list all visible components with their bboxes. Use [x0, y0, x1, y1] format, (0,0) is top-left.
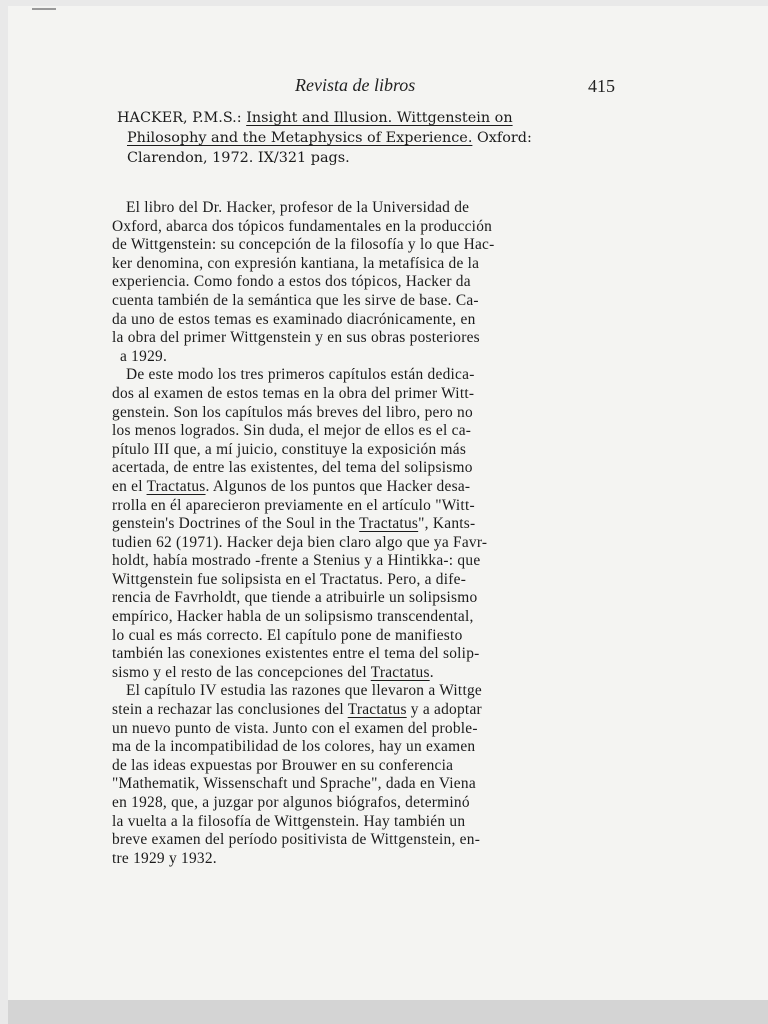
text-line: los menos logrados. Sin duda, el mejor de ellos es el ca- [112, 422, 472, 440]
text-line: tudien 62 (1971). Hacker deja bien claro algo que ya Favr- [112, 533, 488, 551]
text-line: rencia de Favrholdt, que tiende a atribuirle un solipsismo [112, 589, 478, 607]
text-line: cuenta también de la semántica que les sirve de base. Ca- [112, 291, 479, 309]
page-number: 415 [588, 76, 615, 96]
citation-publisher: Oxford: [472, 130, 532, 146]
citation-details: Clarendon, 1972. IX/321 pags. [127, 150, 350, 166]
text-line: genstein. Son los capítulos más breves del libro, pero no [112, 403, 473, 421]
text-line: "Mathematik, Wissenschaft und Sprache", dada en Viena [112, 775, 476, 793]
text-line: empírico, Hacker habla de un solipsismo transcendental, [112, 608, 474, 626]
scan-corner-mark [32, 8, 56, 10]
running-title: Revista de libros [295, 75, 416, 95]
text-line: acertada, de entre las existentes, del tema del solipsismo [112, 459, 473, 477]
work-title: Tractatus [347, 701, 407, 719]
text-line: a 1929. [120, 347, 168, 365]
text-line: pítulo III que, a mí juicio, constituye la exposición más [112, 440, 467, 458]
text-line: en el Tractatus. Algunos de los puntos que Hacker desa- [112, 477, 471, 495]
text-line: holdt, había mostrado -frente a Stenius y a Hintikka-: que [112, 552, 481, 570]
citation-line [117, 148, 607, 168]
citation-author: HACKER, P.M.S.: [117, 110, 247, 126]
citation-title: Philosophy and the Metaphysics of Experience. [127, 130, 473, 146]
text-line: ma de la incompatibilidad de los colores, hay un examen [112, 738, 476, 756]
work-title: Tractatus [370, 663, 430, 681]
text-line: la obra del primer Wittgenstein y en sus obras posteriores [112, 329, 480, 347]
text-line: De este modo los tres primeros capítulos están dedica- [126, 366, 475, 384]
text-line: de las ideas expuestas por Brouwer en su conferencia [112, 756, 454, 774]
text-line: la vuelta a la filosofía de Wittgenstein. Hay también un [112, 812, 466, 830]
text-line: breve examen del período positivista de Wittgenstein, en- [112, 831, 481, 849]
text-line: lo cual es más correcto. El capítulo pone de manifiesto [112, 626, 463, 644]
work-title: Tractatus [146, 477, 206, 495]
citation-line [117, 108, 607, 128]
text-line: ker denomina, con expresión kantiana, la metafísica de la [112, 254, 480, 272]
text-line: experiencia. Como fondo a estos dos tópicos, Hacker da [112, 273, 471, 291]
text-line: sismo y el resto de las concepciones del Tractatus. [112, 663, 434, 681]
text-line: genstein's Doctrines of the Soul in the Tractatus", Kants- [112, 515, 476, 533]
text-line: también las conexiones existentes entre el tema del solip- [112, 645, 480, 663]
text-line: El libro del Dr. Hacker, profesor de la Universidad de [126, 199, 470, 216]
text-line: tre 1929 y 1932. [112, 849, 217, 867]
citation-title: Insight and Illusion. Wittgenstein on [246, 110, 513, 126]
text-line: Wittgenstein fue solipsista en el Tractatus. Pero, a dife- [112, 570, 467, 588]
text-line: un nuevo punto de vista. Junto con el examen del proble- [112, 719, 478, 737]
review-body [112, 199, 622, 868]
text-line: en 1928, que, a juzgar por algunos biógrafos, determinó [112, 794, 470, 811]
text-line: Oxford, abarca dos tópicos fundamentales en la producción [112, 217, 493, 235]
text-line: rrolla en él aparecieron previamente en el artículo "Witt- [112, 496, 475, 514]
text-line: de Wittgenstein: su concepción de la filosofía y lo que Hac- [112, 236, 495, 254]
text-line: da uno de estos temas es examinado diacrónicamente, en [112, 310, 476, 328]
citation-line [117, 128, 607, 148]
work-title: Tractatus [359, 515, 419, 533]
text-line: stein a rechazar las conclusiones del Tractatus y a adoptar [112, 701, 482, 719]
text-line: El capítulo IV estudia las razones que llevaron a Wittge [126, 682, 482, 700]
text-line: dos al examen de estos temas en la obra del primer Witt- [112, 384, 475, 402]
scan-bottom-edge [8, 1000, 768, 1024]
book-citation [117, 108, 607, 168]
